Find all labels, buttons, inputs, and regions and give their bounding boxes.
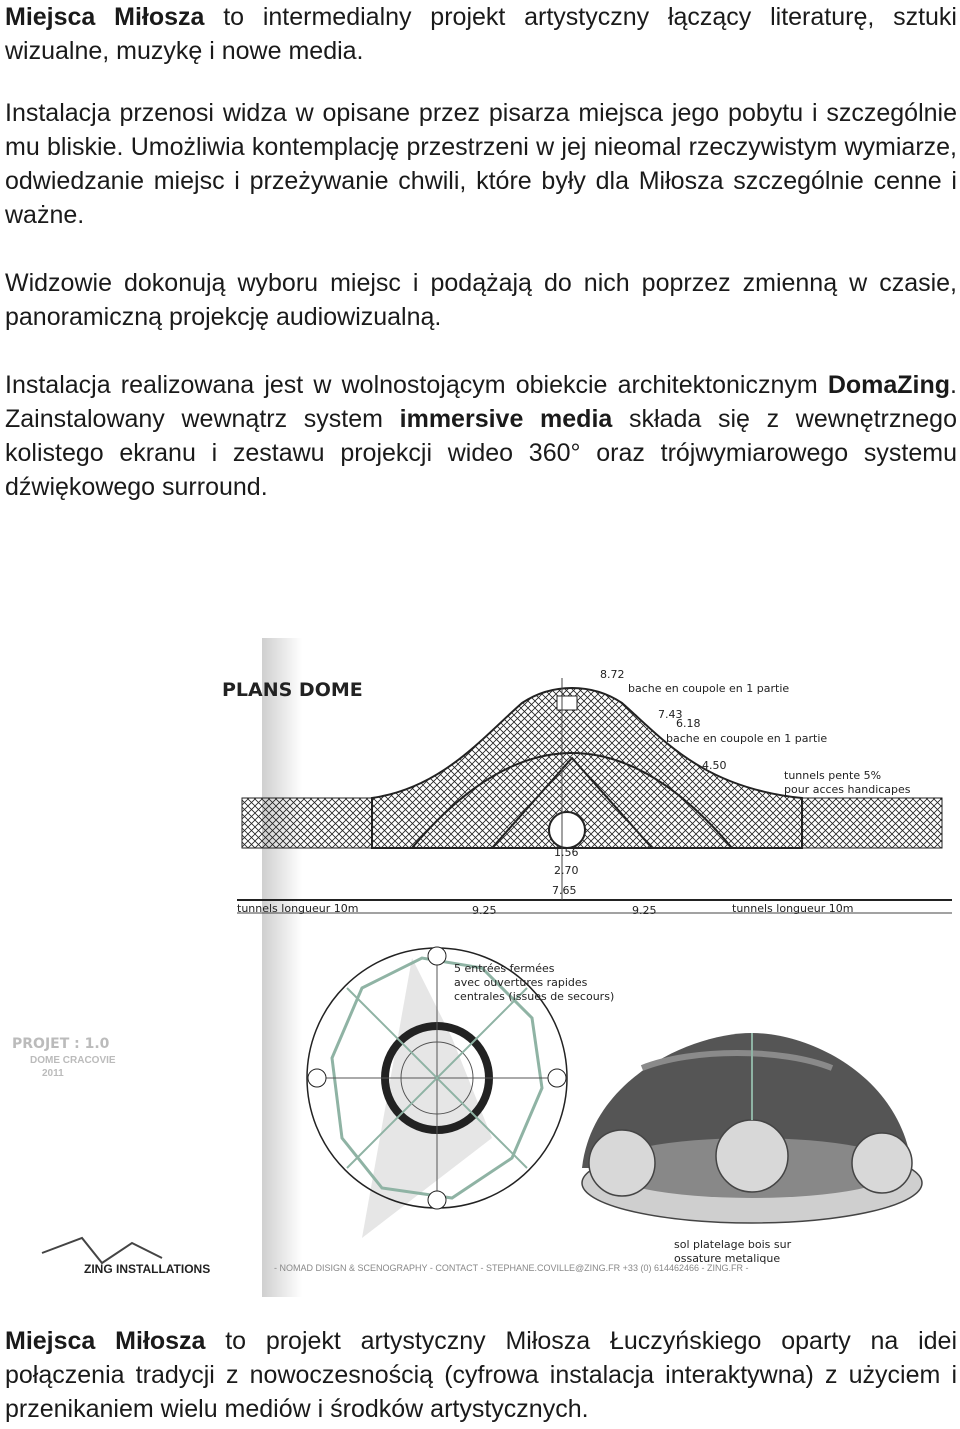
measure-top: 8.72 (600, 668, 625, 681)
paragraph-domazing (5, 368, 957, 504)
floor-note-2: ossature metalique (674, 1252, 781, 1265)
render-arch-center (716, 1120, 788, 1192)
measure-2: 7.43 (658, 708, 683, 721)
outro-project-name: Miejsca Miłosza (5, 1327, 206, 1355)
measure-3: 6.18 (676, 717, 701, 730)
paragraph-installation: Instalacja przenosi widza w opisane przez pisarza miejsca jego pobytu i szczególnie mu bliskie. Umożliwia kontemplację przestrzeni w jej nieomal rzeczywistym wymiarze, odwiedzanie miejsc i przeżywanie chwili, które były dla Miłosza szczególnie cenne i ważne. (5, 99, 957, 229)
tunnel-right-label: tunnels longueur 10m (732, 902, 854, 915)
p4-bold-immersive: immersive media (399, 405, 613, 433)
p4-part2: . Zainstalowany wewnątrz system (5, 371, 957, 433)
figure-footer: - NOMAD DISIGN & SCENOGRAPHY - CONTACT - STEPHANE.COVILLE@ZING.FR +33 (0) 614462466 - ZING.FR - (274, 1263, 749, 1273)
entry-circle (549, 812, 585, 848)
render-arch-right (852, 1133, 912, 1193)
note-top: bache en coupole en 1 partie (628, 682, 790, 695)
dome-render (582, 1033, 922, 1223)
intro-text: to intermedialny projekt artystyczny łączący literaturę, sztuki wizualne, muzykę i nowe media. (5, 3, 957, 65)
note-2: bache en coupole en 1 partie (666, 732, 828, 745)
outro-text: to projekt artystyczny Miłosza Łuczyńskiego oparty na idei połączenia tradycji z nowoczesnością (cyfrowa instalacja interaktywna) z użyciem i przenikaniem wielu mediów i środków artystycznych. (5, 1327, 958, 1423)
left-shade-panel (262, 638, 302, 1297)
floor-note-1: sol platelage bois sur (674, 1238, 792, 1251)
top-cupola (557, 696, 577, 710)
render-arch-left (589, 1130, 655, 1196)
project-line-3: 2011 (42, 1068, 64, 1079)
left-tunnel-mesh (242, 798, 372, 848)
entries-line-3: centrales (issues de secours) (454, 990, 615, 1003)
p4-part3: składa się z wewnętrznego kolistego ekranu i zestawu projekcji wideo 360° oraz trójwymiarowego systemu dźwiękowego surround. (5, 405, 957, 501)
plan-port-left (308, 1069, 326, 1087)
span-left-label: 9.25 (472, 904, 497, 917)
measure-6: 2.70 (554, 864, 579, 877)
project-line-2: DOME CRACOVIE (30, 1055, 116, 1066)
p4-bold-domazing: DomaZing (827, 371, 951, 399)
tunnel-note-1: tunnels pente 5% (784, 769, 882, 782)
tunnel-note-2: pour acces handicapes (784, 783, 911, 796)
dome-plan-figure (12, 638, 945, 1297)
outro-paragraph (5, 1324, 957, 1426)
p4-part1: Instalacja realizowana jest w wolnostojącym obiekcie architektonicznym (5, 371, 828, 399)
span-right-label: 9.25 (632, 904, 657, 917)
dome-plan-drawing (12, 638, 945, 1297)
paragraph-viewers: Widzowie dokonują wyboru miejsc i podążają do nich poprzez zmienną w czasie, panoramiczną projekcję audiowizualną. (5, 269, 957, 331)
entries-line-1: 5 entrées fermées (454, 962, 555, 975)
plan-title: PLANS DOME (222, 679, 363, 701)
intro-paragraph (5, 0, 957, 68)
tunnel-left-label: tunnels longueur 10m (237, 902, 359, 915)
dome-mesh (372, 688, 802, 848)
entries-line-2: avec ouvertures rapides (454, 976, 588, 989)
project-line-1: PROJET : 1.0 (12, 1036, 110, 1052)
project-name: Miejsca Miłosza (5, 3, 205, 31)
zing-logo-mark (42, 1238, 162, 1263)
zing-logo-text: ZING INSTALLATIONS (84, 1262, 211, 1276)
right-tunnel-mesh (802, 798, 942, 848)
plan-port-bottom (428, 1191, 446, 1209)
plan-port-right (548, 1069, 566, 1087)
plan-port-top (428, 947, 446, 965)
measure-4: 4.50 (702, 759, 727, 772)
measure-7: 7.65 (552, 884, 577, 897)
measure-5: 1.56 (554, 846, 579, 859)
